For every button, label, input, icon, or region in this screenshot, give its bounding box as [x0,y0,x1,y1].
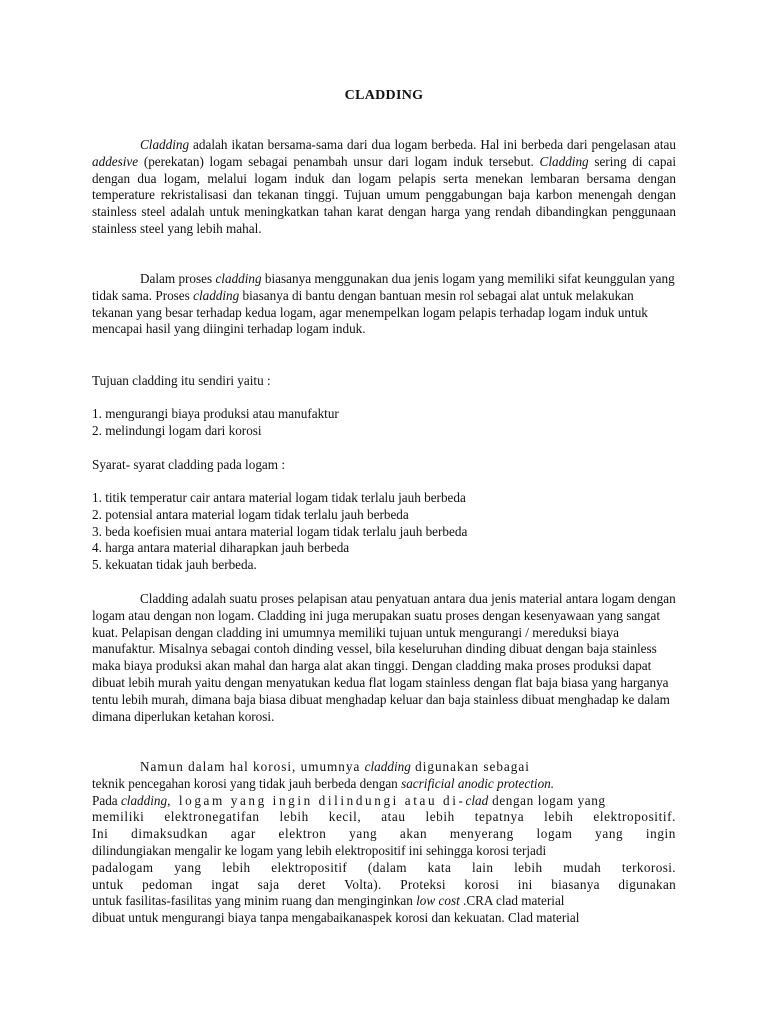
term-addesive: addesive [92,153,139,169]
line-text: untuk fasilitas-fasilitas yang minim ruang dan menginginkan [92,893,417,909]
list-item: 5. kekuatan tidak jauh berbeda. [92,557,257,573]
list-tujuan [92,406,676,440]
paragraph-line: dilindungiakan mengalir ke logam yang lebih elektropositif ini sehingga korosi terjadi [92,842,547,858]
paragraph-text: adalah ikatan bersama-sama dari dua logam berbeda. Hal ini berbeda dari pengelasan atau [189,137,676,152]
section-heading-syarat: Syarat- syarat cladding pada logam : [92,457,285,472]
paragraph-line: dibuat untuk mengurangi biaya tanpa mengabaikanaspek korosi dan kekuatan. Clad material [92,910,580,926]
term-low-cost: low cost [416,893,460,909]
line-text: dengan logam yang [488,792,606,808]
list-syarat [92,490,676,574]
line-text: digunakan sebagai [410,759,530,774]
line-text: Pada [92,792,121,808]
term-cladding: Cladding [539,153,589,169]
paragraph-line: Ini dimaksudkan agar elektron yang akan menyerang logam yang ingin [92,826,676,842]
section-heading-tujuan: Tujuan cladding itu sendiri yaitu : [92,373,271,388]
paragraph-line: memiliki elektronegatifan lebih kecil, atau lebih tepatnya lebih elektropositif. [92,809,676,825]
term-cladding: cladding [120,792,168,808]
paragraph-line [92,893,676,910]
paragraph-text: sering di capai dengan dua logam, melalui logam induk dan logam pelapis serta menekan lembaran bersama dengan temperature rekristalisasi dan tekanan tinggi. Tujuan umum penggabungan baja karbon menengah dengan stainless steel adalah untuk meningkatkan tahan karat dengan harga yang rendah dibandingkan penggunaan stainless steel yang lebih mahal. [92,153,676,236]
paragraph-line [92,759,676,776]
list-item: 1. titik temperatur cair antara material logam tidak terlalu jauh berbeda [92,490,466,505]
line-text: .CRA clad material [459,893,565,909]
paragraph-line [92,776,676,793]
list-item: 3. beda koefisien muai antara material logam tidak terlalu jauh berbeda [92,523,468,539]
term-cladding: cladding [364,759,411,774]
list-item: 1. mengurangi biaya produksi atau manufaktur [92,406,339,421]
term-cladding: Cladding [140,137,190,152]
paragraph-line: padalogam yang lebih elektropositif (dalam kata lain lebih mudah terkorosi. [92,859,676,875]
paragraph-text: biasanya menggunakan dua jenis logam yang memiliki sifat keunggulan yang tidak sama. Proses [92,271,675,303]
term-sacrificial-anodic-protection: sacrificial anodic protection. [401,775,555,791]
paragraph-text: (perekatan) logam sebagai penambah unsur dari logam induk tersebut. [138,153,540,169]
paragraph-text: biasanya di bantu dengan bantuan mesin rol sebagai alat untuk melakukan tekanan yang besar terhadap kedua logam, agar menempelkan logam pelapis terhadap logam induk untuk mencapai hasil yang diingini terhadap logam induk. [92,287,648,337]
list-item: 4. harga antara material diharapkan jauh berbeda [92,540,350,556]
paragraph-definition [92,137,676,238]
paragraph-cladding-process: Cladding adalah suatu proses pelapisan atau penyatuan antara dua jenis material antara logam dengan logam atau dengan non logam. Cladding ini juga merupakan suatu proses dengan kesenyawaan yang sangat kuat. Pelapisan dengan cladding ini umumnya memiliki tujuan untuk mengurangi / mereduksi biaya manufaktur. Misalnya sebagai contoh dinding vessel, bila keseluruhan dinding dibuat dengan baja stainless maka biaya produksi akan mahal dan harga alat akan tinggi. Dengan cladding maka proses produksi dapat dibuat lebih murah yaitu dengan menyatukan kedua flat logam stainless dengan flat baja biasa yang harganya tentu lebih murah, dimana baja biasa dibuat menghadap keluar dan baja stainless dibuat menghadap ke dalam dimana diperlukan ketahan korosi. [92,591,676,724]
document-title: CLADDING [344,88,424,103]
list-item: 2. potensial antara material logam tidak terlalu jauh berbeda [92,506,409,522]
line-text: teknik pencegahan korosi yang tidak jauh berbeda dengan [92,775,402,791]
paragraph-corrosion [92,759,676,927]
term-clad: clad [465,792,489,808]
term-cladding: cladding [215,271,262,286]
paragraph-line [92,793,676,810]
list-item: 2. melindungi logam dari korosi [92,422,262,438]
paragraph-process [92,271,676,338]
paragraph-text: Dalam proses [140,271,216,286]
paragraph-line: untuk pedoman ingat saja deret Volta). Proteksi korosi ini biasanya digunakan [92,876,676,892]
term-cladding: cladding [193,287,240,303]
line-text: Namun dalam hal korosi, umumnya [140,759,365,774]
line-text: , logam yang ingin dilindungi atau di- [167,792,466,808]
